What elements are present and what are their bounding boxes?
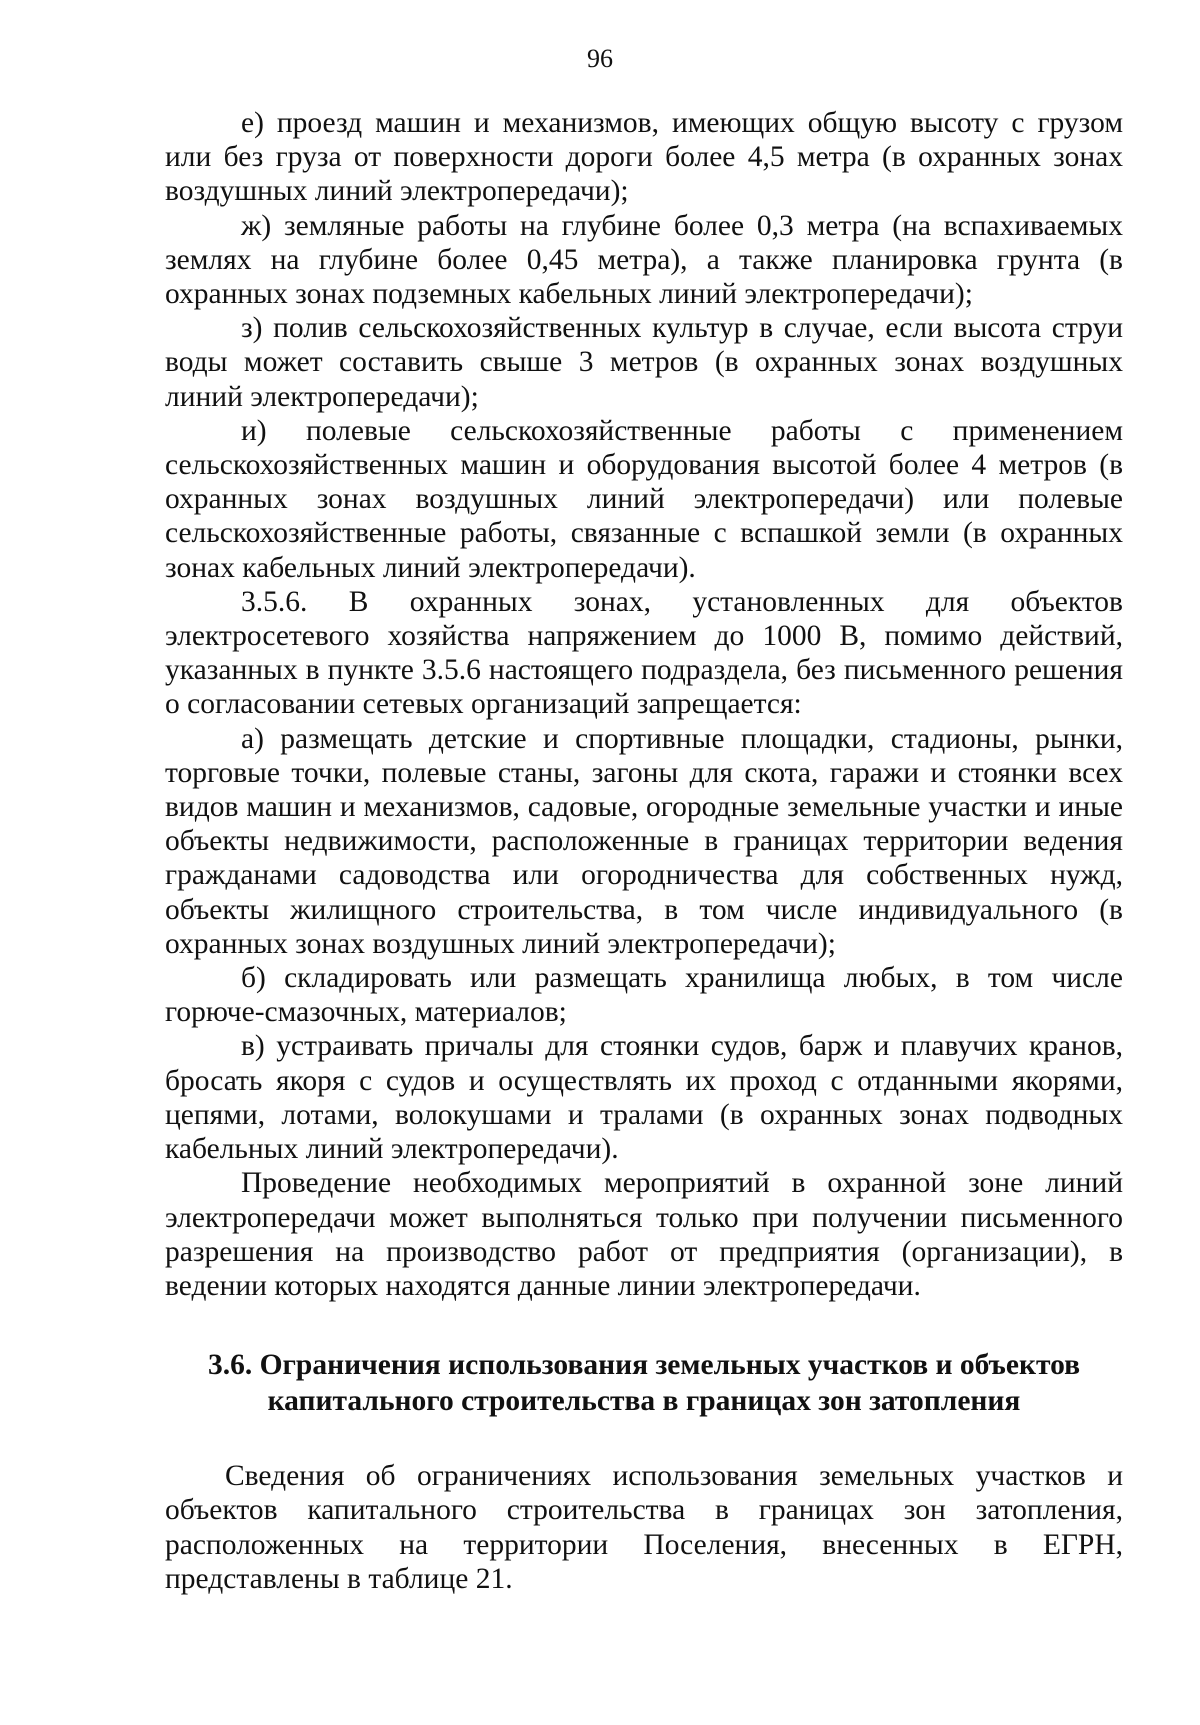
paragraph-v: в) устраивать причалы для стоянки судов, барж и плавучих кранов, бросать якоря с судов и осуществлять их проход с отданными якорями, цепями, лотами, волокушами и тралами (в охранных зонах подводных кабельных линий электропередачи). (165, 1030, 1123, 1166)
paragraph-3-5-6: 3.5.6. В охранных зонах, установленных для объектов электросетевого хозяйства напряжением до 1000 В, помимо действий, указанных в пункте 3.5.6 настоящего подраздела, без письменного решения о согласовании сетевых организаций запрещается: (165, 585, 1123, 721)
document-body (165, 106, 1123, 1596)
paragraph-zh: ж) земляные работы на глубине более 0,3 метра (на вспахиваемых землях на глубине более 0,45 метра), а также планировка грунта (в охранных зонах подземных кабельных линий электропередачи); (165, 209, 1123, 311)
section-paragraph: Сведения об ограничениях использования земельных участков и объектов капитального строительства в границах зон затопления, расположенных на территории Поселения, внесенных в ЕГРН, представлены в таблице 21. (165, 1460, 1123, 1595)
section-heading-line-1: 3.6. Ограничения использования земельных участков и объектов (207, 1349, 1081, 1382)
paragraph-b: б) складировать или размещать хранилища любых, в том числе горюче-смазочных, материалов; (165, 962, 1123, 1029)
section-heading-line-2: капитального строительства в границах зон затопления (267, 1385, 1021, 1418)
paragraph-a: а) размещать детские и спортивные площадки, стадионы, рынки, торговые точки, полевые станы, загоны для скота, гаражи и стоянки всех видов машин и механизмов, садовые, огородные земельные участки и иные объекты недвижимости, расположенные в границах территории ведения гражданами садоводства или огородничества для собственных нужд, объекты жилищного строительства, в том числе индивидуального (в охранных зонах воздушных линий электропередачи); (165, 722, 1123, 960)
paragraph-z: з) полив сельскохозяйственных культур в случае, если высота струи воды может составить свыше 3 метров (в охранных зонах воздушных линий электропередачи); (165, 312, 1123, 413)
paragraph-e: е) проезд машин и механизмов, имеющих общую высоту с грузом или без груза от поверхности дороги более 4,5 метра (в охранных зонах воздушных линий электропередачи); (165, 107, 1123, 208)
page-number: 96 (587, 44, 613, 73)
paragraph-i: и) полевые сельскохозяйственные работы с применением сельскохозяйственных машин и оборудования высотой более 4 метров (в охранных зонах воздушных линий электропередачи) или полевые сельскохозяйственные работы, связанные с вспашкой земли (в охранных зонах кабельных линий электропередачи). (165, 414, 1123, 584)
paragraph-activities: Проведение необходимых мероприятий в охранной зоне линий электропередачи может выполняться только при получении письменного разрешения на производство работ от предприятия (организации), в ведении которых находятся данные линии электропередачи. (165, 1167, 1123, 1302)
section-heading (165, 1347, 1123, 1419)
